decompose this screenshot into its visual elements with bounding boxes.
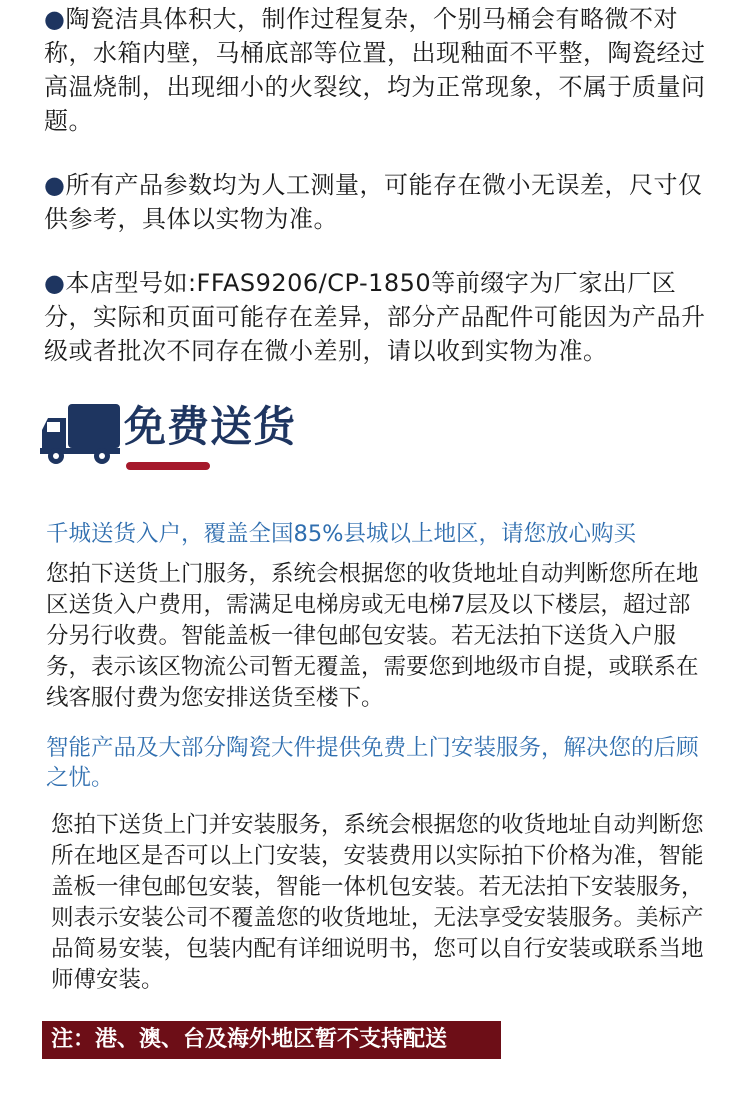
bullet-icon: ● bbox=[44, 269, 66, 297]
note-text: 本店型号如:FFAS9206/CP-1850等前缀字为厂家出厂区分，实际和页面可能存在差异，部分产品配件可能因为产品升级或者批次不同存在微小差别，请以收到实物为准。 bbox=[44, 269, 706, 365]
note-item-ceramic bbox=[44, 2, 714, 138]
note-text: 陶瓷洁具体积大，制作过程复杂，个别马桶会有略微不对称，水箱内壁，马桶底部等位置，出现釉面不平整，陶瓷经过高温烧制，出现细小的火裂纹，均为正常现象，不属于质量问题。 bbox=[44, 5, 706, 135]
section-title: 免费送货 bbox=[124, 402, 297, 451]
note-item-measurement bbox=[44, 168, 714, 236]
note-text: 所有产品参数均为人工测量，可能存在微小无误差，尺寸仅供参考，具体以实物为准。 bbox=[44, 171, 703, 233]
installation-description: 您拍下送货上门并安装服务，系统会根据您的收货地址自动判断您所在地区是否可以上门安装，安装费用以实际拍下价格为准，智能盖板一律包邮包安装，智能一体机包安装。若无法拍下安装服务，则表示安装公司不覆盖您的收货地址，无法享受安装服务。美标产品简易安装，包装内配有详细说明书，您可以自行安装或联系当地师傅安装。 bbox=[51, 812, 704, 993]
installation-highlight: 智能产品及大部分陶瓷大件提供免费上门安装服务，解决您的后顾之忧。 bbox=[46, 735, 699, 791]
truck-icon bbox=[38, 404, 124, 468]
bullet-icon: ● bbox=[44, 171, 66, 199]
title-underline bbox=[126, 462, 210, 470]
shipping-restriction-note: 注：港、澳、台及海外地区暂不支持配送 bbox=[42, 1021, 501, 1059]
delivery-header bbox=[38, 398, 358, 478]
delivery-highlight: 千城送货入户，覆盖全国85%县城以上地区，请您放心购买 bbox=[46, 521, 637, 547]
delivery-description: 您拍下送货上门服务，系统会根据您的收货地址自动判断您所在地区送货入户费用，需满足电梯房或无电梯7层及以下楼层，超过部分另行收费。智能盖板一律包邮包安装。若无法拍下送货入户服务，表示该区物流公司暂无覆盖，需要您到地级市自提，或联系在线客服付费为您安排送货至楼下。 bbox=[46, 561, 699, 711]
note-item-model bbox=[44, 266, 714, 368]
bullet-icon: ● bbox=[44, 5, 66, 33]
